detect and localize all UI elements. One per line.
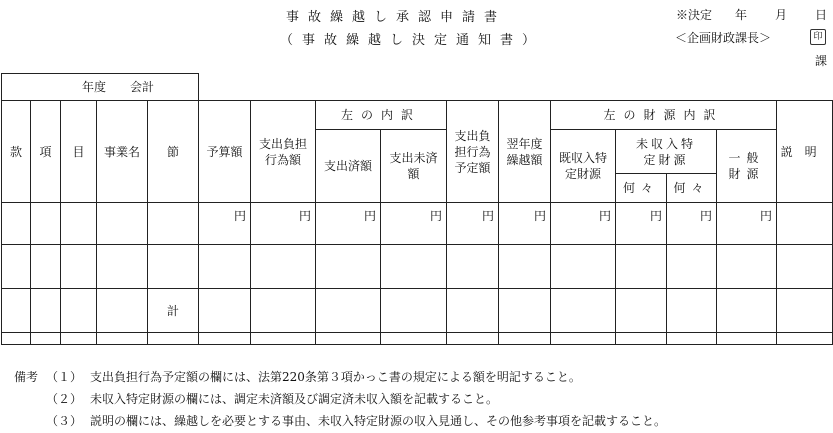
yen-unit: 円 [499,203,551,245]
decision-label: ※決定 [676,8,713,22]
notes-title: 備考 [14,370,39,384]
col-breakdown-left: 左の内訳 [316,101,447,130]
note-item-2 [14,388,666,410]
col-carryover: 翌年度繰越額 [499,101,551,203]
note-number: （２） [46,392,83,406]
yen-unit: 円 [251,203,316,245]
col-kou: 項 [31,101,61,203]
yen-unit: 円 [616,203,667,245]
col-moku: 目 [61,101,97,203]
total-label: 計 [148,289,199,333]
yen-unit: 円 [667,203,717,245]
fiscal-year-account-cell [2,74,199,101]
note-text: 支出負担行為予定額の欄には、法第220条第３項かっこ書の規定による額を明記すること。 [90,370,581,384]
fiscal-year-label: 年度 [82,80,107,94]
total-row [2,289,833,333]
yen-unit: 円 [551,203,616,245]
department-label: ＜企画財政課長＞ [675,31,772,45]
col-commitment: 支出負担行為額 [251,101,316,203]
yen-unit: 円 [381,203,447,245]
col-general-source: 一般財源 [717,130,777,203]
section-label: 課 [815,54,828,68]
note-item-1 [14,366,666,388]
col-budget: 予算額 [199,101,251,203]
col-paid: 支出済額 [316,130,381,203]
note-text: 説明の欄には、繰越しを必要とする事由、未収入特定財源の収入見通し、その他参考事項を記載すること。 [90,414,667,428]
col-received-specific: 既収入特定財源 [551,130,616,203]
month-label: 月 [775,8,788,22]
account-label: 会計 [130,80,155,94]
form-subtitle: （事故繰越し決定通知書） [280,33,545,48]
col-nani-2: 何々 [667,174,717,203]
yen-unit: 円 [316,203,381,245]
note-number: （３） [46,414,83,428]
seal-stamp [810,28,826,45]
col-setsu: 節 [148,101,199,203]
table-row [2,333,833,345]
yen-unit: 円 [717,203,777,245]
yen-unit: 円 [199,203,251,245]
form-title: 事故繰越し承認申請書 [286,10,507,25]
header-blank [199,74,833,101]
col-explanation: 説明 [777,101,833,203]
note-item-3 [14,410,666,432]
col-nani-1: 何々 [616,174,667,203]
col-planned-commitment: 支出負担行為予定額 [447,101,499,203]
table-row [2,203,833,245]
col-unreceived-specific: 未収入特定財源 [616,130,717,174]
col-project: 事業名 [97,101,148,203]
year-label: 年 [735,8,748,22]
notes-section [14,366,666,432]
table-row [2,245,833,289]
yen-unit: 円 [447,203,499,245]
carryover-form-table [1,73,833,345]
note-number: （１） [46,370,83,384]
note-text: 未収入特定財源の欄には、調定未済額及び調定済未収入額を記載すること。 [90,392,499,406]
seal-mark: 印 [810,29,826,45]
col-kan: 款 [2,101,31,203]
day-label: 日 [815,8,828,22]
col-source-breakdown: 左の財源内訳 [551,101,777,130]
col-unpaid: 支出未済額 [381,130,447,203]
